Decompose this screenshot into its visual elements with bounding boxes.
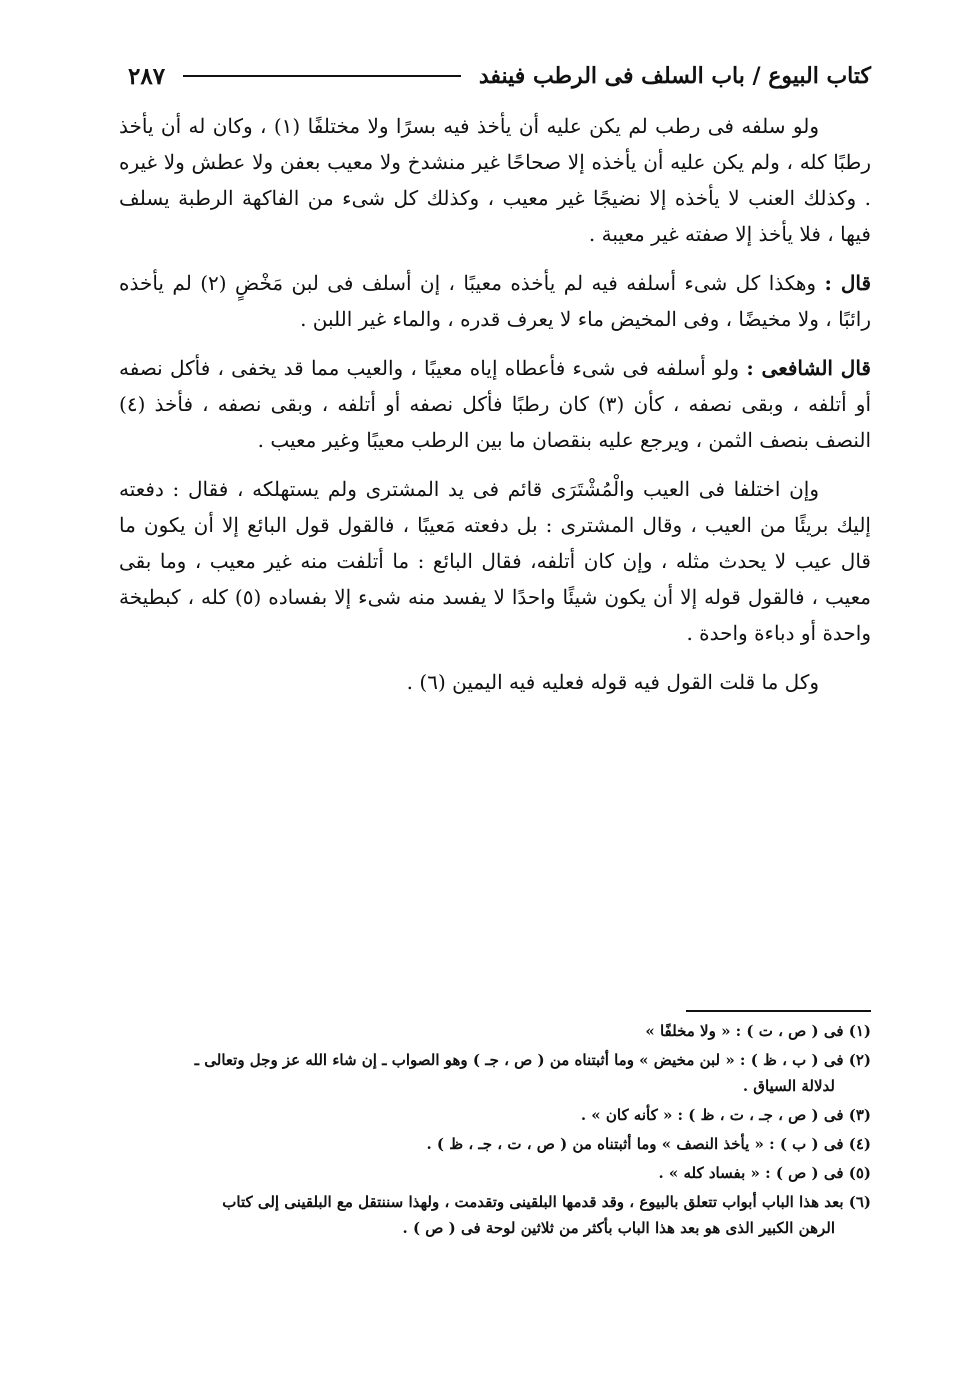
footnote-3 [119,1102,871,1128]
paragraph-text: وهكذا كل شىء أسلفه فيه لم يأخذه معيبًا ، إن أسلف فى لبن مَخْضٍ (٢) لم يأخذه رائبًا ، ولا مخيضًا ، وفى المخيض ماء لا يعرف قدره ، والماء غير اللبن . [119,271,871,331]
paragraph-2 [119,265,871,337]
footnote-continuation: الرهن الكبير الذى هو بعد هذا الباب بأكثر من ثلاثين لوحة فى ( ص ) . [402,1219,835,1237]
footnote-text: (٤) فى ( ب ) : « يأخذ النصف » وما أثبتناه من ( ص ، ت ، جـ ، ظ ) . [426,1135,871,1153]
paragraph-lead: قال : [824,271,872,295]
running-header [128,56,871,96]
footnote-2 [119,1047,871,1099]
footnote-5 [119,1160,871,1186]
footnote-text: (٦) بعد هذا الباب أبواب تتعلق بالبيوع ، وقد قدمها البلقينى وتقدمت ، ولهذا سننتقل مع البلقينى إلى كتاب [222,1193,871,1211]
paragraph-lead: قال الشافعى : [746,356,871,380]
paragraph-text: وإن اختلفا فى العيب والْمُشْتَرَى قائم فى يد المشترى ولم يستهلكه ، فقال : دفعته إليك بريئًا من العيب ، وقال المشترى : بل دفعته مَعيبًا ، فالقول قول البائع إلا أن يكون ما قال عيب لا يحدث مثله ، وإن كان أتلفه، فقال البائع : ما أتلفت منه غير معيب ، وما بقى معيب ، فالقول قوله إلا أن يكون شيئًا واحدًا لا يفسد منه شىء إلا بفساده (٥) كله ، كبطيخة واحدة أو دباءة واحدة . [119,477,871,645]
footnote-separator [686,1010,871,1012]
footnotes [119,1018,871,1244]
paragraph-text: ولو أسلفه فى شىء فأعطاه إياه معيبًا ، والعيب مما قد يخفى ، فأكل نصفه أو أتلفه ، وبقى نصفه ، كأن (٣) كان رطبًا فأكل نصفه أو أتلفه ، وبقى نصفه ، فأخذ (٤) النصف بنصف الثمن ، ويرجع عليه بنقصان ما بين الرطب معيبًا وغير معيب . [119,356,872,452]
footnote-4 [119,1131,871,1157]
footnote-text: (٢) فى ( ب ، ظ ) : « لبن مخيض » وما أثبتناه من ( ص ، جـ ) وهو الصواب ـ إن شاء الله عز وجل وتعالى ـ [194,1051,871,1069]
paragraph-5 [119,664,871,700]
header-title: كتاب البيوع / باب السلف فى الرطب فينفد [478,63,871,89]
paragraph-text: ولو سلفه فى رطب لم يكن عليه أن يأخذ فيه بسرًا ولا مختلفًا (١) ، وكان له أن يأخذ رطبًا كله ، ولم يكن عليه أن يأخذه إلا صحاحًا غير منشدخ ولا معيب بعفن ولا عطش ولا غيره . وكذلك العنب لا يأخذه إلا نضيجًا غير معيب ، وكذلك كل شىء من الفاكهة الرطبة يسلف فيها ، فلا يأخذ إلا صفته غير معيبة . [119,114,871,246]
footnote-text: (٣) فى ( ص ، جـ ، ت ، ظ ) : « كأنه كان » . [580,1106,871,1124]
footnote-6 [119,1189,871,1241]
footnote-text: (١) فى ( ص ، ت ) : « ولا مخلفًا » [645,1022,871,1040]
paragraph-4 [119,471,871,651]
page-number: ٢٨٧ [128,62,166,90]
footnote-continuation: لدلالة السياق . [742,1077,835,1095]
paragraph-text: وكل ما قلت القول فيه قوله فعليه فيه اليمين (٦) . [406,670,819,694]
footnote-1 [119,1018,871,1044]
paragraph-1 [119,108,871,252]
main-text [119,108,871,713]
paragraph-3 [119,350,871,458]
footnote-text: (٥) فى ( ص ) : « بفساد كله » . [658,1164,871,1182]
header-rule [183,75,461,77]
